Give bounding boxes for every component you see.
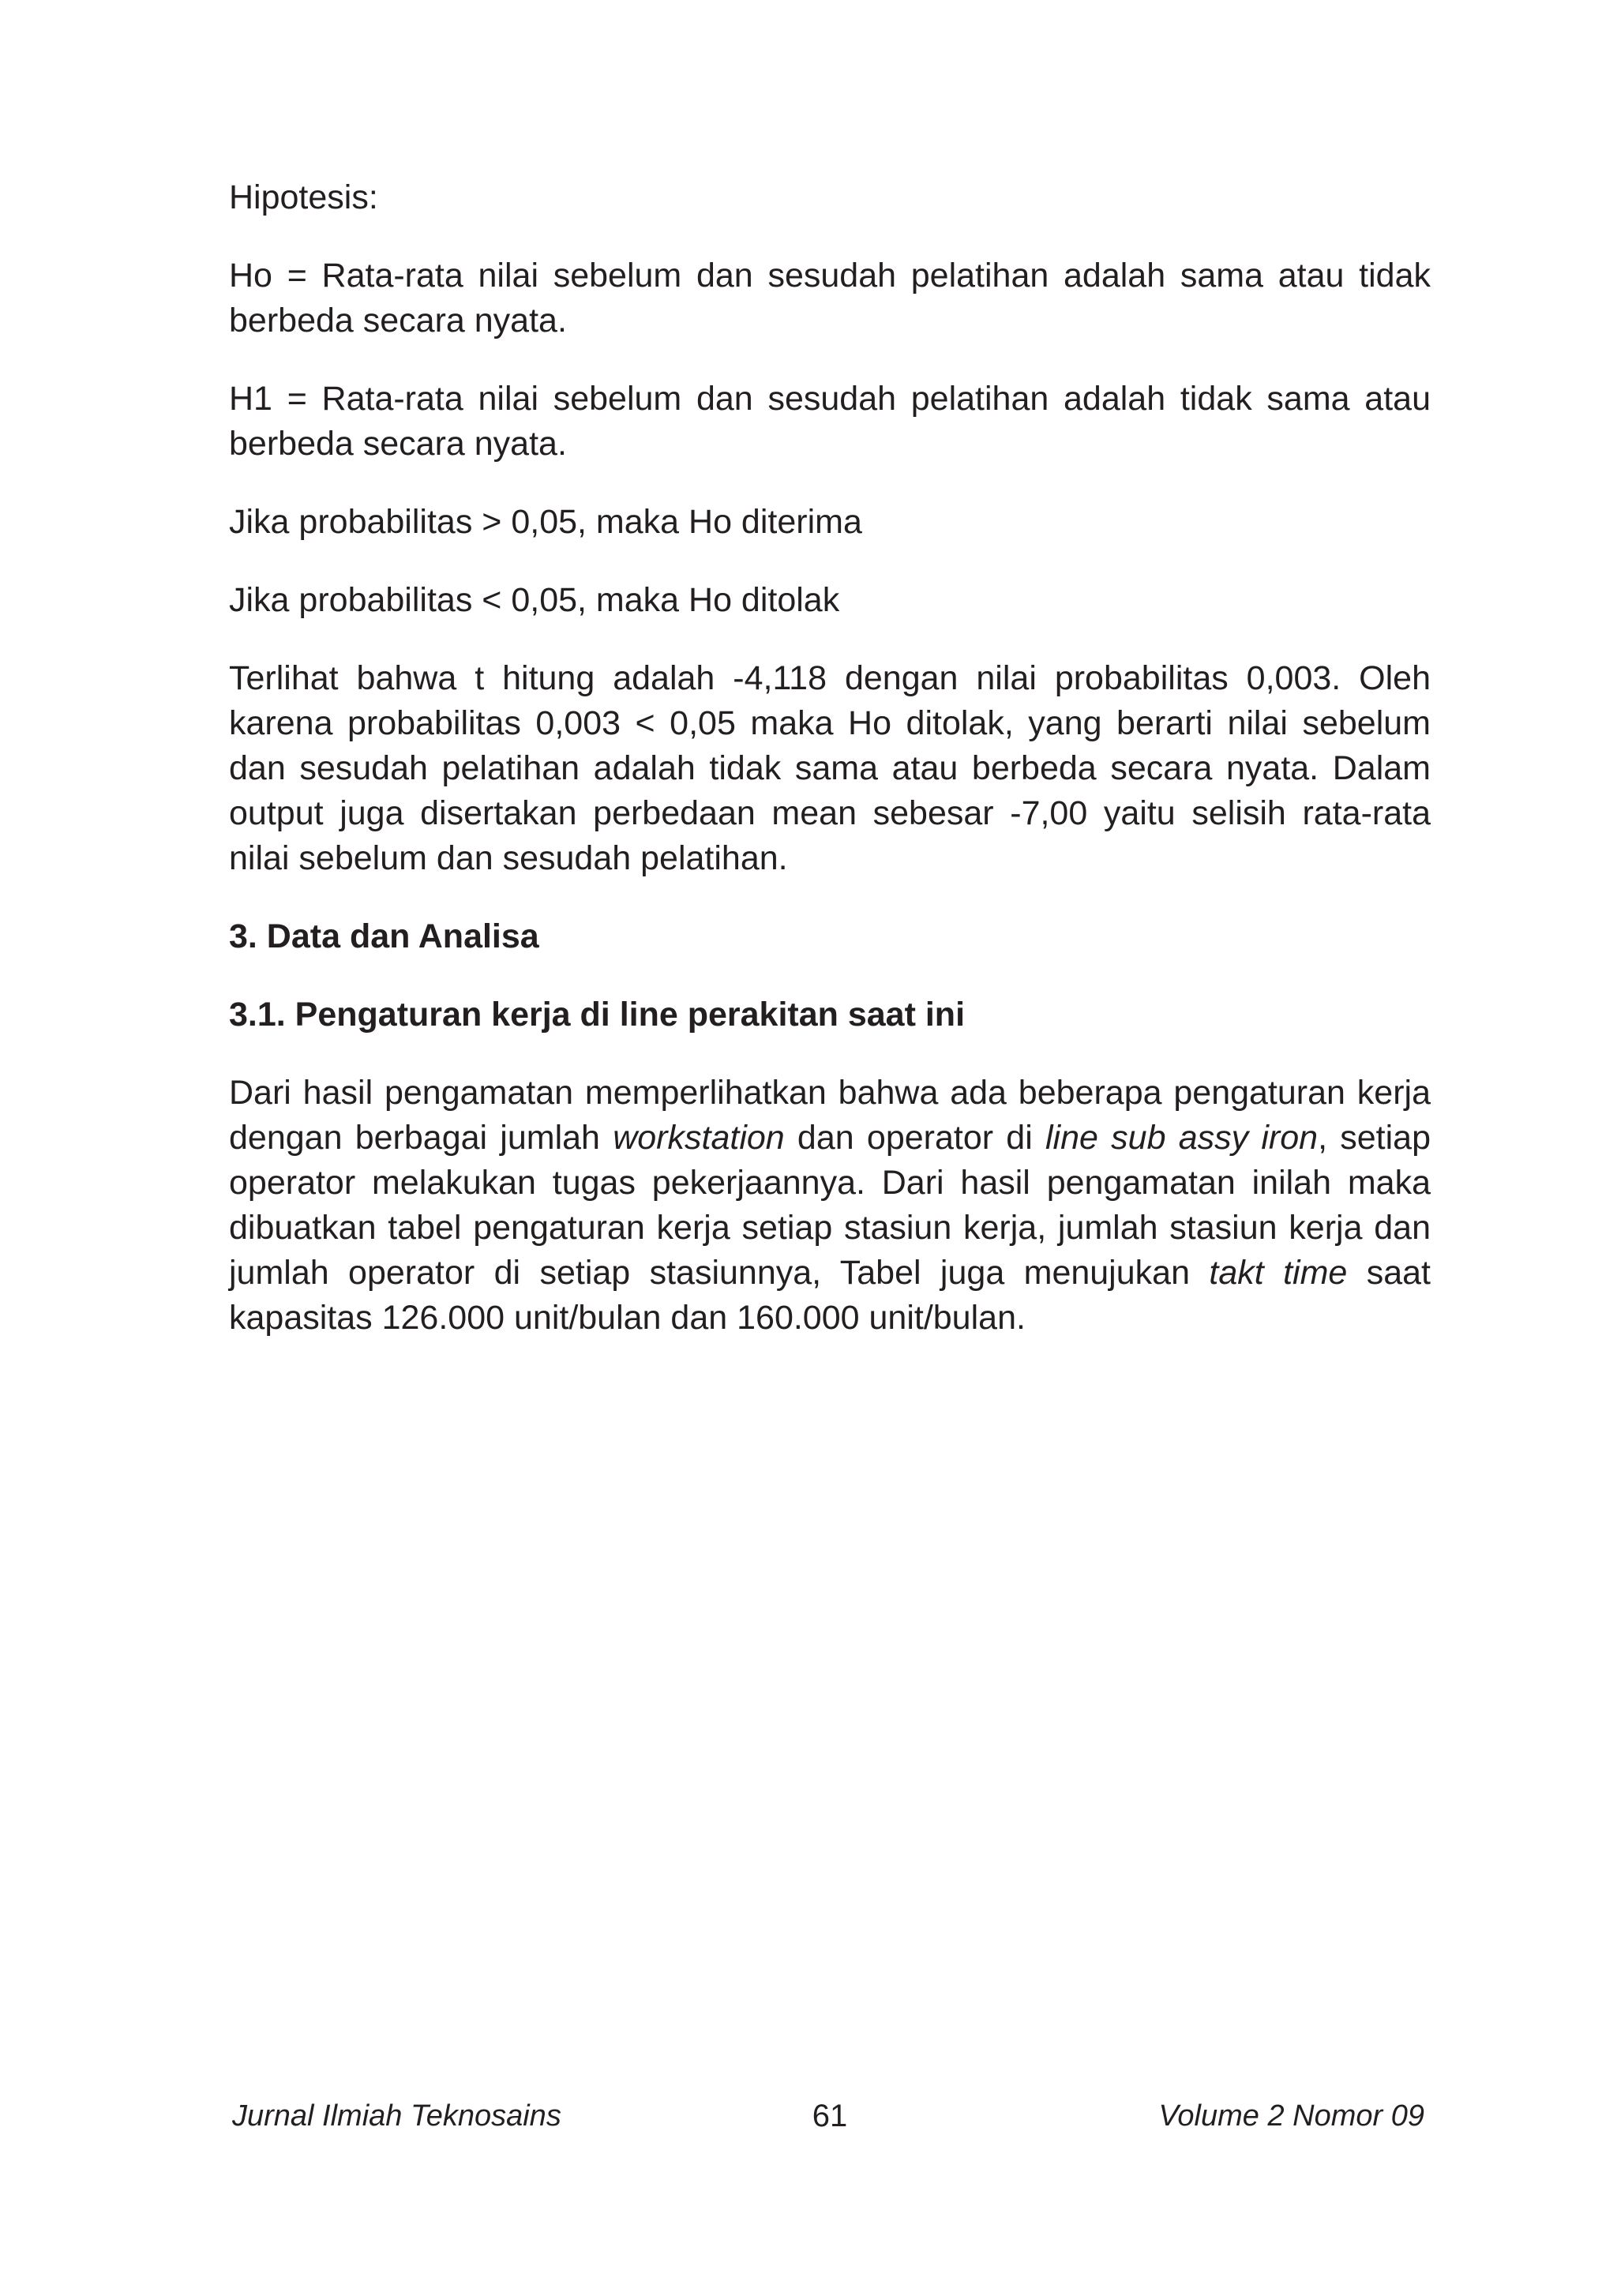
page-footer bbox=[229, 2092, 1431, 2140]
analysis-text-3: , setiap operator melakukan tugas pekerjaannya. Dari hasil pengamatan inilah maka dibuatkan tabel pengaturan kerja setiap stasiun kerja, jumlah stasiun kerja dan jumlah operator di setiap stasiunnya, Tabel juga menujukan bbox=[229, 1119, 1431, 1292]
analysis-paragraph bbox=[229, 1071, 1431, 1341]
page-body bbox=[229, 175, 1431, 1374]
hypothesis-h0: Ho = Rata-rata nilai sebelum dan sesudah pelatihan adalah sama atau tidak berbeda secara nyata. bbox=[229, 257, 1431, 340]
conclusion-paragraph: Terlihat bahwa t hitung adalah -4,118 dengan nilai probabilitas 0,003. Oleh karena probabilitas 0,003 < 0,05 maka Ho ditolak, yang berarti nilai sebelum dan sesudah pelatihan adalah tidak sama atau berbeda secara nyata. Dalam output juga disertakan perbedaan mean sebesar -7,00 yaitu selisih rata-rata nilai sebelum dan sesudah pelatihan. bbox=[229, 659, 1431, 877]
rule-accept: Jika probabilitas > 0,05, maka Ho diterima bbox=[229, 503, 862, 541]
analysis-italic-workstation: workstation bbox=[613, 1119, 785, 1157]
hypothesis-h1: H1 = Rata-rata nilai sebelum dan sesudah pelatihan adalah tidak sama atau berbeda secara nyata. bbox=[229, 380, 1431, 463]
section-heading: 3. Data dan Analisa bbox=[229, 917, 539, 955]
analysis-text-1: Dari hasil pengamatan memperlihatkan bahwa ada beberapa pengaturan kerja dengan berbagai jumlah bbox=[229, 1074, 1431, 1157]
footer-journal-name: Jurnal Ilmiah Teknosains bbox=[232, 2099, 561, 2133]
analysis-italic-line: line sub assy iron bbox=[1045, 1119, 1319, 1157]
subsection-heading: 3.1. Pengaturan kerja di line perakitan saat ini bbox=[229, 996, 966, 1034]
rule-reject: Jika probabilitas < 0,05, maka Ho ditolak bbox=[229, 581, 840, 619]
hypothesis-label: Hipotesis: bbox=[229, 178, 378, 216]
analysis-italic-takt-time: takt time bbox=[1209, 1254, 1348, 1292]
footer-page-number: 61 bbox=[812, 2099, 848, 2133]
footer-volume: Volume 2 Nomor 09 bbox=[1158, 2099, 1424, 2133]
analysis-text-2: dan operator di bbox=[784, 1119, 1045, 1157]
analysis-text-4: saat kapasitas 126.000 unit/bulan dan 160.000 unit/bulan. bbox=[229, 1254, 1431, 1337]
